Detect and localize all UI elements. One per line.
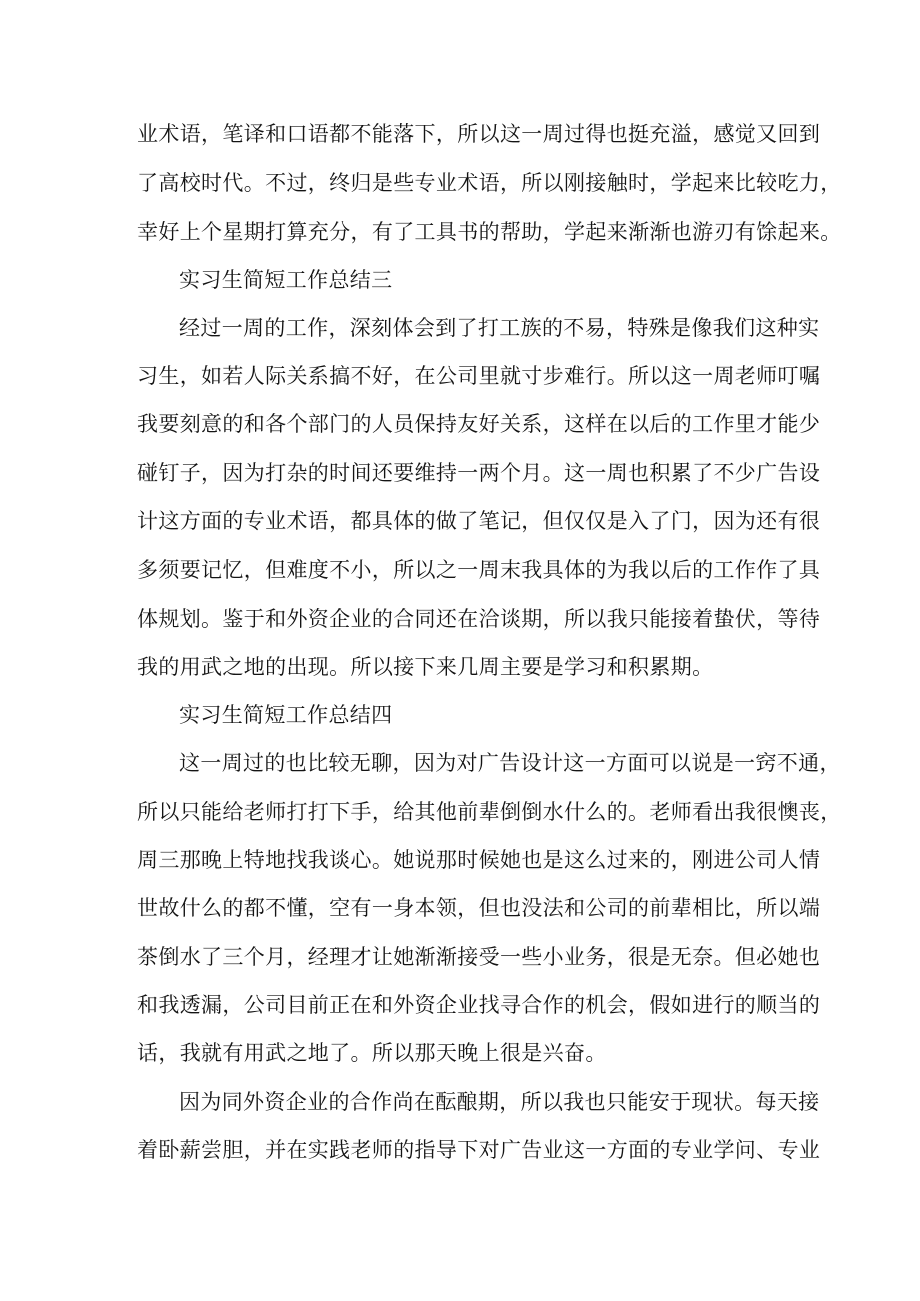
text-line: 碰钉子，因为打杂的时间还要维持一两个月。这一周也积累了不少广告设 [137, 461, 821, 485]
text-line: 茶倒水了三个月，经理才让她渐渐接受一些小业务，很是无奈。但必她也 [137, 945, 821, 969]
text-line: 我的用武之地的出现。所以接下来几周主要是学习和积累期。 [137, 655, 714, 679]
text-line: 这一周过的也比较无聊，因为对广告设计这一方面可以说是一窍不通， [179, 751, 841, 775]
text-line: 周三那晚上特地找我谈心。她说那时候她也是这么过来的，刚进公司人情 [137, 848, 821, 872]
text-line: 了高校时代。不过，终归是些专业术语，所以刚接触时，学起来比较吃力， [137, 171, 842, 195]
section-heading: 实习生简短工作总结四 [179, 703, 393, 727]
text-line: 幸好上个星期打算充分，有了工具书的帮助，学起来渐渐也游刃有馀起来。 [137, 220, 842, 244]
text-line: 因为同外资企业的合作尚在酝酿期，所以我也只能安于现状。每天接 [179, 1090, 820, 1114]
section-heading: 实习生简短工作总结三 [179, 268, 393, 292]
text-line: 着卧薪尝胆，并在实践老师的指导下对广告业这一方面的专业学问、专业 [137, 1138, 821, 1162]
text-line: 世故什么的都不懂，空有一身本领，但也没法和公司的前辈相比，所以端 [137, 896, 821, 920]
text-line: 习生，如若人际关系搞不好，在公司里就寸步难行。所以这一周老师叮嘱 [137, 364, 821, 388]
text-line: 体规划。鉴于和外资企业的合同还在洽谈期，所以我只能接着蛰伏，等待 [137, 607, 821, 631]
text-line: 计这方面的专业术语，都具体的做了笔记，但仅仅是入了门，因为还有很 [137, 509, 821, 533]
text-line: 和我透漏，公司目前正在和外资企业找寻合作的机会，假如进行的顺当的 [137, 993, 821, 1017]
text-line: 所以只能给老师打打下手，给其他前辈倒倒水什么的。老师看出我很懊丧， [137, 800, 842, 824]
text-line: 多须要记忆，但难度不小，所以之一周末我具体的为我以后的工作作了具 [137, 558, 821, 582]
text-line: 经过一周的工作，深刻体会到了打工族的不易，特殊是像我们这种实 [179, 316, 820, 340]
text-line: 我要刻意的和各个部门的人员保持友好关系，这样在以后的工作里才能少 [137, 412, 821, 436]
text-line: 业术语，笔译和口语都不能落下，所以这一周过得也挺充溢，感觉又回到 [137, 122, 821, 146]
text-line: 话，我就有用武之地了。所以那天晚上很是兴奋。 [137, 1041, 607, 1065]
